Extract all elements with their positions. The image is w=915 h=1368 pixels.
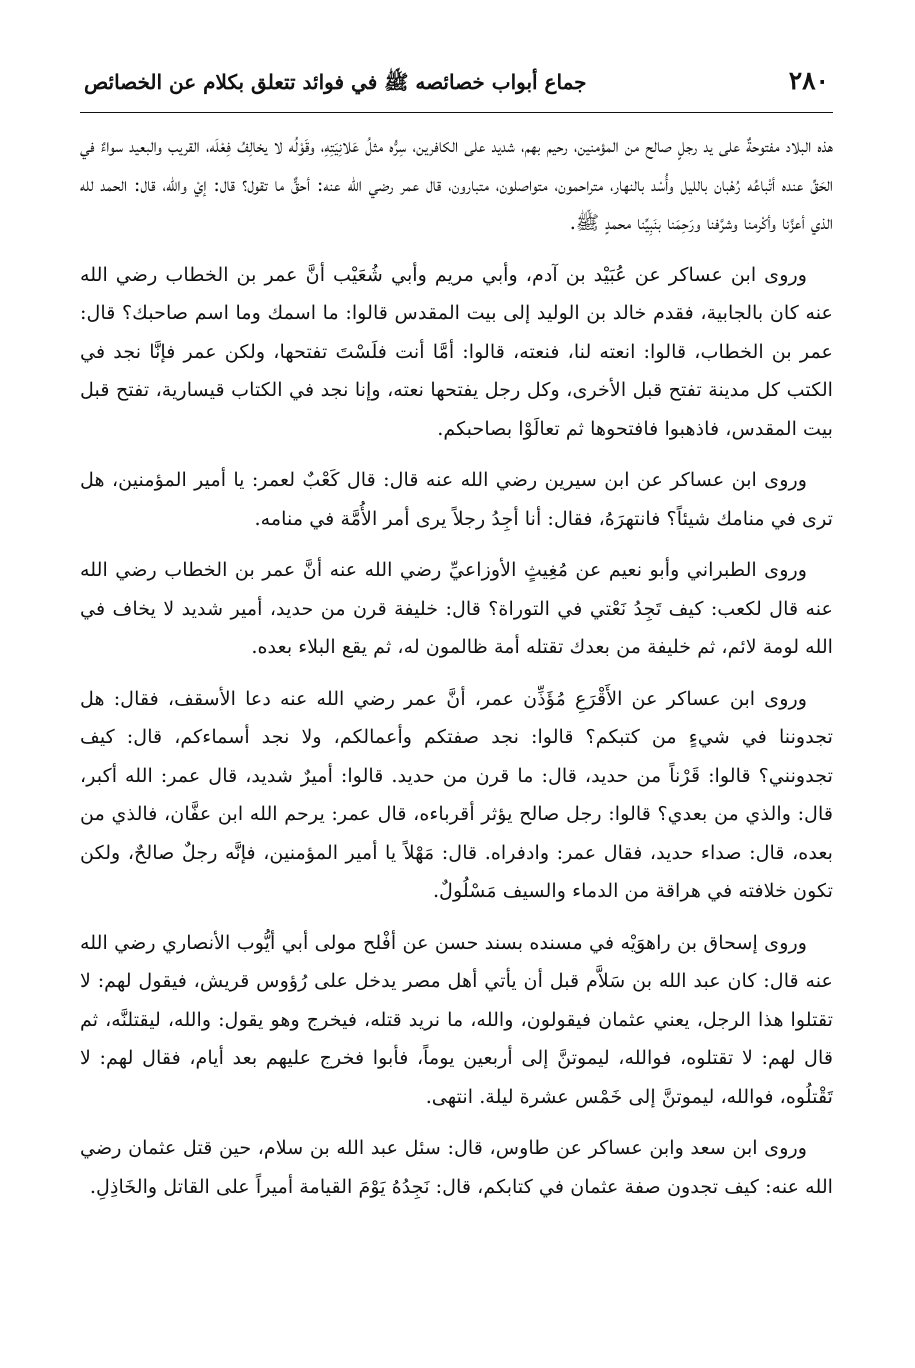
- paragraph: وروى ابن عساكر عن ابن سيرين رضي الله عنه قال: قال كَعْبٌ لعمر: يا أمير المؤمنين، هل ترى في منامك شيئاً؟ فانتهرَهُ، فقال: أنا أجِدُ رجلاً يرى أمر الأُمَّة في منامه.: [80, 468, 833, 530]
- paragraph: وروى إسحاق بن راهوَيْه في مسنده بسند حسن عن أفْلح مولى أبي أيُّوب الأنصاري رضي الله عنه قال: كان عبد الله بن سَلاَّم قبل أن يأتي أهل مصر يدخل على رُؤوس قريش، فيقول لهم: لا تقتلوا هذا الرجل، يعني عثمان فيقولون، والله، ما نريد قتله، فيخرج وهو يقول: والله، ليقتلنَّه، ثم قال لهم: لا تقتلوه، فوالله، ليموتنَّ إلى أربعين يوماً، فأبوا فخرج عليهم بعد أيام، فقال لهم: لا تَقْتلُوه، فوالله، ليموتنَّ إلى خَمْس عشرة ليلة. انتهى.: [80, 930, 833, 1108]
- paragraph: وروى ابن عساكر عن الأَقْرَعِ مُؤَذِّن عمر، أنَّ عمر رضي الله عنه دعا الأسقف، فقال: هل تجدوننا في شيءٍ من كتبكم؟ قالوا: نجد صفتكم وأعمالكم، ولا نجد أسماءكم، قال: كيف تجدونني؟ قالوا: قَرْناً من حديد، قال: ما قرن من حديد. قالوا: أميرٌ شديد، قال عمر: الله أكبر، قال: والذي من بعدي؟ قالوا: رجل صالح يؤثر أقرباءه، قال عمر: يرحم الله ابن عفَّان، فالذي من بعده، قال: صداء حديد، فقال عمر: وادفراه. قال: مَهْلاً يا أمير المؤمنين، فإنَّه رجلٌ صالحٌ، ولكن تكون خلافته في هراقة من الدماء والسيف مَسْلُولٌ.: [80, 686, 833, 902]
- header-divider: [80, 112, 833, 113]
- page-number: ٢٨٠: [788, 66, 829, 95]
- paragraph: وروى ابن عساكر عن عُبَيْد بن آدم، وأبي مريم وأبي شُعَيْب أنَّ عمر بن الخطاب رضي الله عنه كان بالجابية، فقدم خالد بن الوليد إلى بيت المقدس قالوا: ما اسمك وما اسم صاحبك؟ قال: عمر بن الخطاب، قالوا: انعته لنا، فنعته، قالوا: أمَّا أنت فلَسْتَ تفتحها، ولكن عمر فإنَّا نجد في الكتب كل مدينة تفتح قبل الأخرى، وكل رجل يفتحها نعته، وإنا نجد في الكتاب قيسارية، تفتح قبل بيت المقدس، فاذهبوا فافتحوها ثم تعالَوْا بصاحبكم.: [80, 262, 833, 440]
- chapter-title: جماع أبواب خصائصه ﷺ في فوائد تتعلق بكلام عن الخصائص: [84, 70, 587, 94]
- running-head: [80, 66, 833, 106]
- paragraph: وروى ابن سعد وابن عساكر عن طاوس، قال: سئل عبد الله بن سلام، حين قتل عثمان رضي الله عنه: كيف تجدون صفة عثمان في كتابكم، قال: نَجِدُهُ يَوْمَ القيامة أميراً على القاتل والخَاذِلِ.: [80, 1136, 833, 1198]
- paragraph: وروى الطبراني وأبو نعيم عن مُغِيثٍ الأوزاعيِّ رضي الله عنه أنَّ عمر بن الخطاب رضي الله عنه قال لكعب: كيف تَجِدُ نَعْتي في التوراة؟ قال: خليفة قرن من حديد، أمير شديد لا يخاف في الله لومة لائم، ثم خليفة من بعدك تقتله أمة ظالمون له، ثم يقع البلاء بعده.: [80, 558, 833, 658]
- paragraph: هذه البلاد مفتوحةٌ على يد رجلٍ صالح من المؤمنين، رحيم بهم، شديد على الكافرين، سِرُّه مثلُ عَلانِيَتِهِ، وقَوْلُه لا يخالِفُ فِعْلَه، القريب والبعيد سواءٌ في الحَقِّ عنده أتْباعُه رُهْبان بالليل وأُسْد بالنهار، متراحمون، متواصلون، متبارون، قال عمر رضي الله عنه: أحقٌّ ما تقول؟ قال: إيْ والله، قال: الحمد لله الذي أعزَّنا وأكْرمنا وشرَّفنا ورَحِمَنا بنَبِيِّنا محمدٍ ﷺ.: [80, 134, 833, 234]
- page-body: [80, 127, 833, 1206]
